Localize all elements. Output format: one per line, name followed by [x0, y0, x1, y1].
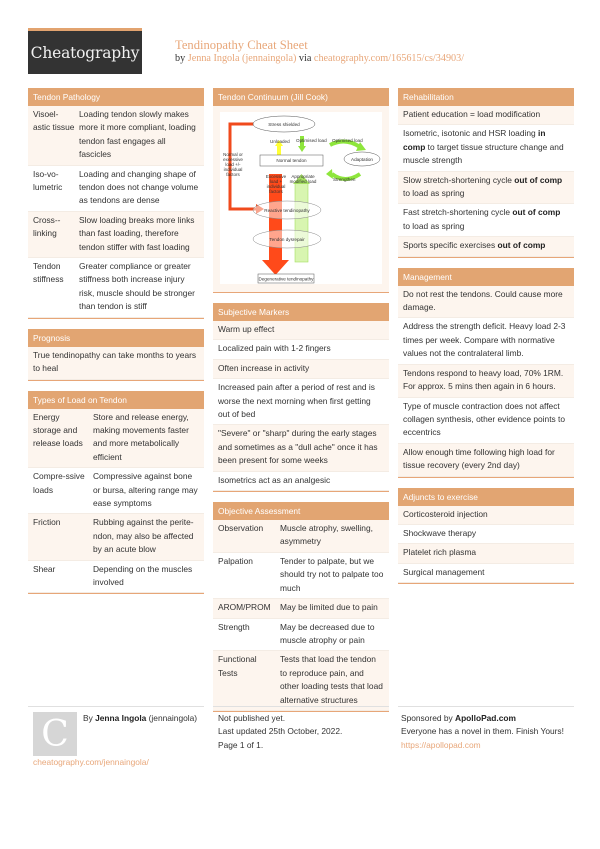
diagram-dysrepair: Tendon dysrepair	[269, 237, 305, 242]
list-item: Surgical management	[398, 564, 574, 583]
bold-text: in comp	[403, 128, 546, 152]
diagram-degenerative: Degenerative tendinopathy	[258, 276, 314, 282]
list-item: True tendinopathy can take months to years to heal	[28, 347, 204, 380]
column-1	[28, 88, 204, 604]
row-key: Strength	[218, 621, 250, 632]
bold-text: out of comp	[512, 207, 561, 218]
table-row	[213, 619, 389, 652]
table-row	[28, 468, 204, 514]
sheet-url-link[interactable]: cheatography.com/165615/cs/34903/	[313, 53, 465, 64]
via-label: via	[298, 53, 312, 64]
section-body	[28, 106, 204, 318]
list-item: Allow enough time following high load for tissue recovery (every 2nd day)	[398, 444, 574, 477]
section-title: Management	[398, 268, 574, 286]
section-body	[398, 106, 574, 257]
page-title[interactable]: Tendinopathy Cheat Sheet	[175, 38, 308, 52]
section-management	[398, 268, 574, 478]
list-item: Shockwave therapy	[398, 525, 574, 544]
list-item: Increased pain after a period of rest and is worse the next morning when first getting out of bed	[213, 379, 389, 425]
sponsor-link[interactable]: https://apollopad.com	[401, 739, 481, 750]
section-body	[213, 520, 389, 711]
section-body	[28, 409, 204, 594]
row-key: Cross--linking	[33, 214, 61, 239]
row-key: Palpation	[218, 555, 253, 566]
sponsor-name[interactable]: ApolloPad.com	[455, 713, 516, 723]
row-value: Slow loading breaks more links than fast loading, therefore tendon stiffer with fast loading	[79, 214, 195, 252]
text: to target tissue structure change and muscle strength	[403, 141, 564, 166]
section-title: Objective Assessment	[213, 502, 389, 520]
column-3	[398, 88, 574, 594]
by-label: By	[83, 713, 93, 723]
diagram-container	[213, 106, 389, 292]
byline	[175, 52, 464, 65]
row-value: Store and release energy, making movements faster and more metabolically efficient	[93, 411, 189, 462]
row-value: Depending on the muscles involved	[93, 563, 193, 587]
section-tendon-pathology	[28, 88, 204, 319]
list-item	[398, 106, 574, 125]
list-item: Tendons respond to heavy load, 70% 1RM. For approx. 5 mins then again in 6 hours.	[398, 365, 574, 398]
diagram-appropriate-load: Appropriate modified load	[289, 174, 317, 184]
table-row	[213, 599, 389, 618]
section-body	[398, 506, 574, 584]
list-item	[398, 237, 574, 256]
table-row	[213, 520, 389, 553]
row-key: Iso-vo-lumetric	[33, 168, 63, 193]
row-value: Greater compliance or greater stiffness both increase injury risk, muscle should be stronger than tendon is stiff	[79, 261, 195, 312]
diagram-adaptation: Adaptation	[351, 157, 373, 162]
logo-text: Cheatography	[30, 43, 140, 62]
table-row	[213, 651, 389, 711]
list-item: Warm up effect	[213, 321, 389, 340]
section-body	[213, 321, 389, 491]
list-item: Corticosteroid injection	[398, 506, 574, 525]
row-value: Tests that load the tendon to reproduce pain, and other loading tests that load alternative structures	[280, 654, 383, 705]
text: Patient education = load modification	[403, 109, 541, 119]
table-row	[28, 166, 204, 212]
list-item	[398, 172, 574, 205]
row-value: Rubbing against the perite-ndon, may also be affected by an acute blow	[93, 517, 194, 555]
row-key: Energy storage and release loads	[33, 411, 83, 449]
list-item	[398, 204, 574, 237]
section-title: Tendon Continuum (Jill Cook)	[213, 88, 389, 106]
text: Isometric, isotonic and HSR loading	[403, 128, 538, 139]
diagram-unloaded: Unloaded	[270, 139, 290, 144]
diagram-normal-tendon: Normal tendon	[276, 158, 307, 163]
section-body	[398, 286, 574, 477]
cheatography-logo[interactable]	[28, 28, 142, 74]
table-row	[213, 553, 389, 599]
section-body	[28, 347, 204, 380]
diagram-excessive-load: Excessive load + individual factors	[265, 174, 287, 194]
section-title: Subjective Markers	[213, 303, 389, 321]
author-profile-link[interactable]: cheatography.com/jennaingola/	[33, 757, 149, 767]
table-row	[28, 258, 204, 318]
list-item: "Severe" or "sharp" during the early stages and sometimes as a "dull ache" once it has been present for some weeks	[213, 425, 389, 471]
list-item: Platelet rich plasma	[398, 544, 574, 563]
column-2	[213, 88, 389, 722]
row-value: Tender to palpate, but we should try not to palpate too much	[280, 555, 384, 593]
section-title: Tendon Pathology	[28, 88, 204, 106]
section-subjective-markers	[213, 303, 389, 492]
list-item: Do not rest the tendons. Could cause more damage.	[398, 286, 574, 319]
row-key: Visoel-astic tissue	[33, 109, 75, 133]
section-types-of-load	[28, 391, 204, 595]
footer-sponsor	[401, 712, 571, 752]
diagram-optimised-load-1: Optimised load	[296, 138, 327, 143]
section-prognosis	[28, 329, 204, 381]
section-title: Rehabilitation	[398, 88, 574, 106]
list-item: Localized pain with 1-2 fingers	[213, 340, 389, 359]
page-count: Page 1 of 1.	[218, 739, 264, 750]
row-value: May be limited due to pain	[280, 602, 378, 613]
section-rehabilitation	[398, 88, 574, 258]
tendon-continuum-diagram	[220, 112, 382, 284]
diagram-optimised-load-2: Optimised load	[332, 138, 363, 143]
row-value: May be decreased due to muscle atrophy or pain	[280, 621, 375, 645]
sponsor-text: Everyone has a novel in them. Finish Yours!	[401, 726, 564, 737]
section-title: Adjuncts to exercise	[398, 488, 574, 506]
row-value: Loading tendon slowly makes more it more compliant, loading tendon fast engages all fascicles	[79, 109, 196, 160]
section-objective-assessment	[213, 502, 389, 712]
author-link[interactable]: Jenna Ingola (jennaingola)	[187, 53, 297, 64]
list-item: Type of muscle contraction does not affect collagen synthesis, other evidence points to eccentrics	[398, 398, 574, 444]
row-key: Tendon stiffness	[33, 261, 64, 285]
diagram-normal-or-excessive: Normal or excessive load +/- individual factors	[223, 152, 243, 177]
table-row	[28, 409, 204, 469]
row-key: AROM/PROM	[218, 602, 271, 613]
section-tendon-continuum	[213, 88, 389, 293]
footer-divider	[398, 706, 574, 707]
bold-text: out of comp	[514, 174, 563, 185]
last-updated: Last updated 25th October, 2022.	[218, 726, 343, 737]
row-key: Observation	[218, 523, 264, 534]
text: Slow stretch-shortening cycle	[403, 174, 515, 185]
text: Fast stretch-shortening cycle	[403, 207, 513, 218]
section-adjuncts	[398, 488, 574, 585]
title-block	[175, 38, 464, 65]
row-value: Loading and changing shape of tendon does not change volume as tendons are dense	[79, 168, 199, 206]
section-title: Types of Load on Tendon	[28, 391, 204, 409]
footer-status	[218, 712, 388, 752]
list-item	[398, 125, 574, 171]
table-row	[28, 212, 204, 258]
table-row	[28, 514, 204, 560]
row-key: Friction	[33, 517, 61, 528]
footer-divider	[28, 706, 204, 707]
publish-status: Not published yet.	[218, 713, 286, 723]
list-item: Isometrics act as an analgesic	[213, 472, 389, 491]
list-item: Often increase in activity	[213, 360, 389, 379]
diagram-reactive: Reactive tendinopathy	[264, 208, 310, 213]
author-handle: (jennaingola)	[148, 713, 198, 723]
text: Sports specific exercises	[403, 240, 498, 251]
by-label: by	[175, 53, 186, 64]
row-value: Muscle atrophy, swelling, asymmetry	[280, 523, 373, 547]
table-row	[28, 561, 204, 594]
row-key: Functional Tests	[218, 654, 257, 678]
footer-divider	[213, 706, 389, 707]
section-title: Prognosis	[28, 329, 204, 347]
row-key: Shear	[33, 563, 56, 574]
text: to load as spring	[403, 188, 465, 199]
row-key: Compre-ssive loads	[33, 471, 85, 495]
diagram-stress-shielded: Stress shielded	[268, 122, 300, 127]
list-item: Address the strength deficit. Heavy load 2-3 times per week. Compare with normative values not the contralateral limb.	[398, 318, 574, 364]
footer-author	[83, 712, 208, 725]
sponsored-by-label: Sponsored by	[401, 713, 453, 723]
text: to load as spring	[403, 220, 465, 231]
diagram-strengthen: Strengthen	[333, 177, 356, 182]
row-value: Compressive against bone or bursa, altering range may ease symptoms	[93, 471, 198, 508]
author-avatar[interactable]: C	[33, 712, 77, 756]
bold-text: out of comp	[497, 240, 546, 251]
table-row	[28, 106, 204, 166]
author-name[interactable]: Jenna Ingola	[95, 713, 147, 723]
